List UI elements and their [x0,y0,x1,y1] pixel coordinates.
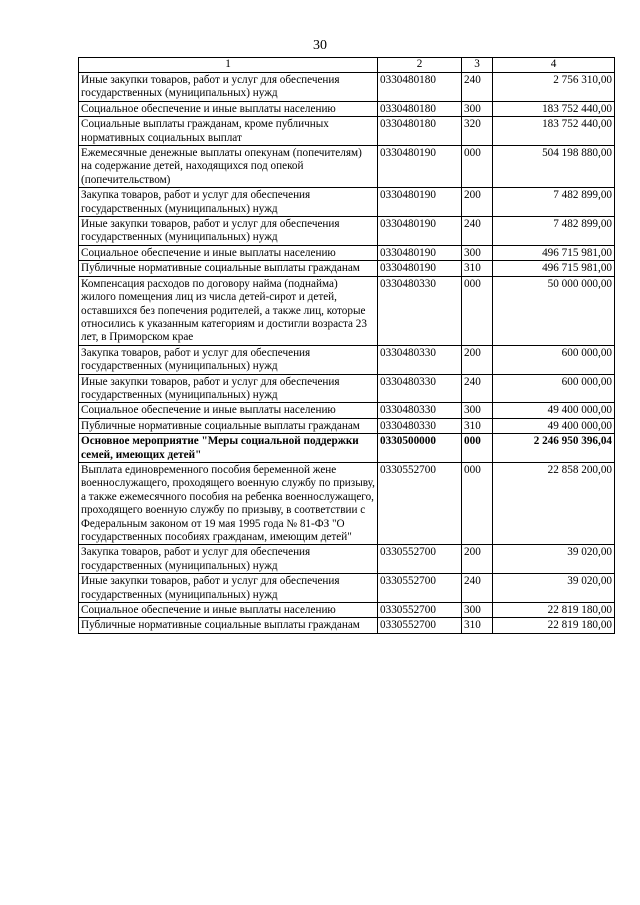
row-amount-cell: 39 020,00 [493,574,615,603]
row-amount-cell: 2 756 310,00 [493,73,615,102]
row-code-cell: 0330480190 [378,217,462,246]
row-name-cell: Публичные нормативные социальные выплаты гражданам [79,418,378,433]
header-col-3: 3 [462,58,493,73]
table-row [79,345,615,374]
row-expense-type-cell: 000 [462,276,493,345]
row-name-cell: Закупка товаров, работ и услуг для обеспечения государственных (муниципальных) нужд [79,345,378,374]
row-amount-cell: 183 752 440,00 [493,101,615,116]
row-name-cell: Компенсация расходов по договору найма (поднайма) жилого помещения лиц из числа детей-сирот и детей, оставшихся без попечения родителей, а также лиц, которые относились к указанным категориям и достигли возраста 23 лет, в Приморском крае [79,276,378,345]
row-code-cell: 0330480190 [378,261,462,276]
row-amount-cell: 2 246 950 396,04 [493,434,615,463]
row-code-cell: 0330552700 [378,574,462,603]
table-row [79,188,615,217]
table-row [79,574,615,603]
row-code-cell: 0330480180 [378,101,462,116]
row-amount-cell: 496 715 981,00 [493,245,615,260]
row-amount-cell: 22 858 200,00 [493,462,615,544]
row-amount-cell: 39 020,00 [493,545,615,574]
row-name-cell: Иные закупки товаров, работ и услуг для обеспечения государственных (муниципальных) нужд [79,73,378,102]
row-amount-cell: 7 482 899,00 [493,188,615,217]
table-row [79,434,615,463]
row-expense-type-cell: 310 [462,618,493,633]
row-amount-cell: 49 400 000,00 [493,403,615,418]
row-amount-cell: 600 000,00 [493,345,615,374]
row-name-cell: Ежемесячные денежные выплаты опекунам (попечителям) на содержание детей, находящихся под опекой (попечительством) [79,146,378,188]
row-name-cell: Публичные нормативные социальные выплаты гражданам [79,618,378,633]
row-name-cell: Публичные нормативные социальные выплаты гражданам [79,261,378,276]
row-code-cell: 0330552700 [378,545,462,574]
row-code-cell: 0330480190 [378,245,462,260]
table-row [79,73,615,102]
row-name-cell: Основное мероприятие "Меры социальной поддержки семей, имеющих детей" [79,434,378,463]
row-expense-type-cell: 300 [462,403,493,418]
row-name-cell: Закупка товаров, работ и услуг для обеспечения государственных (муниципальных) нужд [79,188,378,217]
table-row [79,276,615,345]
row-name-cell: Иные закупки товаров, работ и услуг для обеспечения государственных (муниципальных) нужд [79,374,378,403]
row-code-cell: 0330480330 [378,418,462,433]
table-row [79,117,615,146]
row-amount-cell: 49 400 000,00 [493,418,615,433]
row-amount-cell: 600 000,00 [493,374,615,403]
table-row [79,146,615,188]
page-number: 30 [313,38,327,53]
row-amount-cell: 22 819 180,00 [493,603,615,618]
budget-table [78,57,615,634]
row-expense-type-cell: 000 [462,146,493,188]
header-row [79,58,615,73]
row-expense-type-cell: 300 [462,101,493,116]
row-expense-type-cell: 000 [462,434,493,463]
row-expense-type-cell: 240 [462,217,493,246]
row-code-cell: 0330552700 [378,618,462,633]
row-expense-type-cell: 240 [462,73,493,102]
row-name-cell: Иные закупки товаров, работ и услуг для обеспечения государственных (муниципальных) нужд [79,574,378,603]
row-code-cell: 0330480180 [378,117,462,146]
table-header [79,58,615,73]
row-name-cell: Социальное обеспечение и иные выплаты населению [79,101,378,116]
row-amount-cell: 50 000 000,00 [493,276,615,345]
row-expense-type-cell: 200 [462,345,493,374]
row-amount-cell: 504 198 880,00 [493,146,615,188]
header-col-4: 4 [493,58,615,73]
table-row [79,261,615,276]
row-expense-type-cell: 300 [462,603,493,618]
row-code-cell: 0330480330 [378,374,462,403]
row-expense-type-cell: 200 [462,188,493,217]
row-amount-cell: 183 752 440,00 [493,117,615,146]
table-row [79,101,615,116]
table-row [79,374,615,403]
row-code-cell: 0330480190 [378,188,462,217]
row-code-cell: 0330480190 [378,146,462,188]
row-name-cell: Иные закупки товаров, работ и услуг для обеспечения государственных (муниципальных) нужд [79,217,378,246]
row-expense-type-cell: 240 [462,374,493,403]
header-col-1: 1 [79,58,378,73]
row-expense-type-cell: 320 [462,117,493,146]
row-name-cell: Выплата единовременного пособия беременной жене военнослужащего, проходящего военную службу по призыву, а также ежемесячного пособия на ребенка военнослужащего, проходящего военную службу по призыву, в соответствии с Федеральным законом от 19 мая 1995 года № 81-ФЗ "О государственных пособиях гражданам, имеющим детей" [79,462,378,544]
row-expense-type-cell: 300 [462,245,493,260]
row-code-cell: 0330480330 [378,345,462,374]
table-row [79,245,615,260]
row-amount-cell: 7 482 899,00 [493,217,615,246]
row-code-cell: 0330552700 [378,603,462,618]
row-code-cell: 0330480180 [378,73,462,102]
row-name-cell: Закупка товаров, работ и услуг для обеспечения государственных (муниципальных) нужд [79,545,378,574]
header-col-2: 2 [378,58,462,73]
table-row [79,545,615,574]
table-row [79,418,615,433]
row-expense-type-cell: 200 [462,545,493,574]
row-name-cell: Социальное обеспечение и иные выплаты населению [79,245,378,260]
row-name-cell: Социальное обеспечение и иные выплаты населению [79,603,378,618]
row-amount-cell: 496 715 981,00 [493,261,615,276]
table-row [79,217,615,246]
row-code-cell: 0330552700 [378,462,462,544]
table-row [79,618,615,633]
table-row [79,462,615,544]
row-code-cell: 0330500000 [378,434,462,463]
row-amount-cell: 22 819 180,00 [493,618,615,633]
row-expense-type-cell: 000 [462,462,493,544]
row-name-cell: Социальное обеспечение и иные выплаты населению [79,403,378,418]
table-row [79,403,615,418]
row-name-cell: Социальные выплаты гражданам, кроме публичных нормативных социальных выплат [79,117,378,146]
row-code-cell: 0330480330 [378,403,462,418]
row-expense-type-cell: 240 [462,574,493,603]
table-row [79,603,615,618]
row-expense-type-cell: 310 [462,261,493,276]
table-body [79,73,615,634]
row-expense-type-cell: 310 [462,418,493,433]
row-code-cell: 0330480330 [378,276,462,345]
